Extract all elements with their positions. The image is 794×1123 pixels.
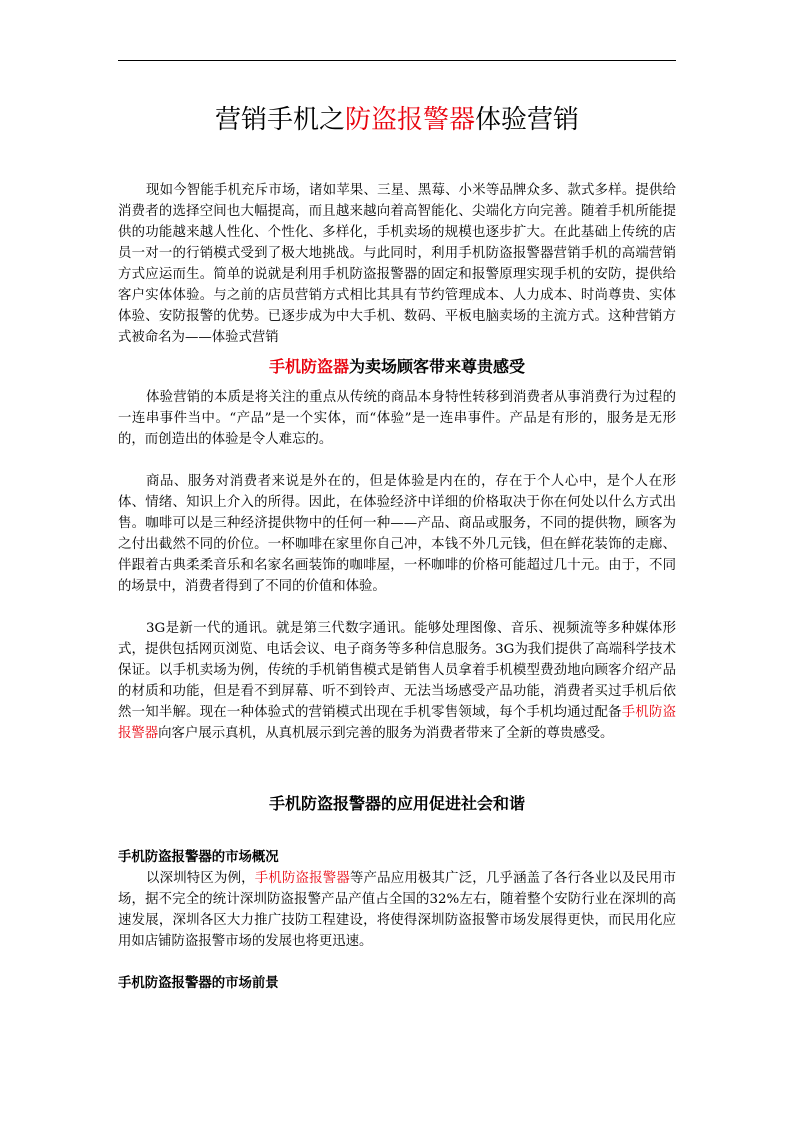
section2-p1-highlight: 手机防盗报警器 <box>254 871 350 886</box>
title-pre: 营销手机之 <box>214 105 345 135</box>
section1-paragraph-1: 体验营销的本质是将关注的重点从传统的商品本身特性转移到消费者从事消费行为过程的一连串事件当中。“产品”是一个实体，而“体验”是一连串事件。产品是有形的，服务是无形的，而创造出的体验是令人难忘的。 <box>118 390 676 447</box>
section1-paragraph-3 <box>118 618 676 744</box>
section1-paragraph-2: 商品、服务对消费者来说是外在的，但是体验是内在的，存在于个人心中，是个人在形体、情绪、知识上介入的所得。因此，在体验经济中详细的价格取决于你在何处以什么方式出售。咖啡可以是三种经济提供物中的任何一种——产品、商品或服务，不同的提供物，顾客为之付出截然不同的价位。一杯咖啡在家里你自己冲，本钱不外几元钱，但在鲜花装饰的走廊、伴跟着古典柔柔音乐和名家名画装饰的咖啡屋，一杯咖啡的价格可能超过几十元。由于，不同的场景中，消费者得到了不同的价值和体验。 <box>118 474 676 594</box>
section2-subheading-2: 手机防盗报警器的市场前景 <box>118 975 279 991</box>
section2-paragraph-1 <box>118 868 676 952</box>
section1-p3-highlight: 手机防盗报警器 <box>118 705 677 741</box>
section1-heading-highlight: 手机防盗器 <box>268 357 349 376</box>
section2-p1-pre: 以深圳特区为例， <box>146 871 255 886</box>
page-title <box>0 100 794 140</box>
section2-p1-post: 等产品应用极其广泛，几乎涵盖了各行各业以及民用市场，据不完全的统计深圳防盗报警产品产值占全国的32%左右，随着整个安防行业在深圳的高速发展，深圳各区大力推广技防工程建设，将使得深圳防盗报警市场发展得更快，而民用化应用如店铺防盗报警市场的发展也将更迅速。 <box>118 871 677 949</box>
section1-p3-post: 向客户展示真机，从真机展示到完善的服务为消费者带来了全新的尊贵感受。 <box>158 726 614 741</box>
section1-p3-pre: 3G是新一代的通讯。就是第三代数字通讯。能够处理图像、音乐、视频流等多种媒体形式，提供包括网页浏览、电话会议、电子商务等多种信息服务。3G为我们提供了高端科学技术保证。以手机卖场为例，传统的手机销售模式是销售人员拿着手机模型费劲地向顾客介绍产品的材质和功能，但是看不到屏幕、听不到铃声、无法当场感受产品功能，消费者买过手机后依然一知半解。现在一种体验式的营销模式出现在手机零售领域，每个手机均通过配备 <box>118 621 676 720</box>
intro-paragraph: 现如今智能手机充斥市场，诸如苹果、三星、黑莓、小米等品牌众多、款式多样。提供给消费者的选择空间也大幅提高，而且越来越向着高智能化、尖端化方向完善。随着手机所能提供的功能越来越人性化、个性化、多样化，手机卖场的规模也逐步扩大。在此基础上传统的店员一对一的行销模式受到了极大地挑战。与此同时，利用手机防盗报警器营销手机的高端营销方式应运而生。简单的说就是利用手机防盗报警器的固定和报警原理实现手机的安防，提供给客户实体体验。与之前的店员营销方式相比其具有节约管理成本、人力成本、时尚尊贵、实体体验、安防报警的优势。已逐步成为中大手机、数码、平板电脑卖场的主流方式。这种营销方式被命名为——体验式营销 <box>118 183 676 345</box>
title-highlight: 防盗报警器 <box>344 105 475 135</box>
section1-heading <box>0 355 794 379</box>
title-post: 体验营销 <box>475 105 580 135</box>
section2-subheading-1: 手机防盗报警器的市场概况 <box>118 849 279 865</box>
header-rule <box>118 60 676 61</box>
section1-heading-rest: 为卖场顾客带来尊贵感受 <box>349 357 526 376</box>
section2-heading: 手机防盗报警器的应用促进社会和谐 <box>268 794 525 813</box>
